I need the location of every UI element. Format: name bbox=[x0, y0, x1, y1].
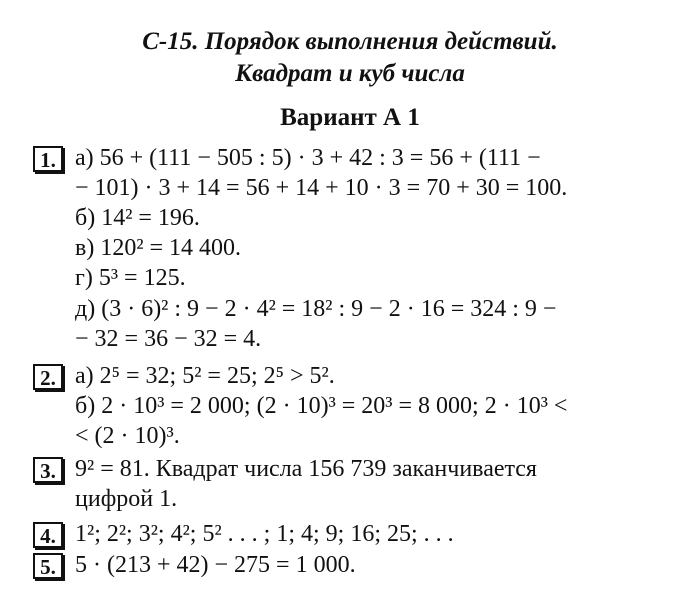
task-3-line-2: цифрой 1. bbox=[75, 486, 178, 512]
task-number-5: 5. bbox=[33, 553, 63, 579]
variant-heading: Вариант А 1 bbox=[280, 104, 420, 131]
task-3-line-1: 9² = 81. Квадрат числа 156 739 заканчивается bbox=[75, 456, 537, 482]
task-1-line-7: − 32 = 36 − 32 = 4. bbox=[75, 326, 262, 352]
task-2-line-1: а) 2⁵ = 32; 5² = 25; 2⁵ > 5². bbox=[75, 363, 335, 389]
page-title-line2: Квадрат и куб числа bbox=[235, 60, 465, 87]
task-1-line-2: − 101) · 3 + 14 = 56 + 14 + 10 · 3 = 70 + 30 = 100. bbox=[75, 175, 568, 201]
task-number-3: 3. bbox=[33, 457, 63, 483]
task-1-line-4: в) 120² = 14 400. bbox=[75, 235, 242, 261]
task-1-line-6: д) (3 · 6)² : 9 − 2 · 4² = 18² : 9 − 2 · 16 = 324 : 9 − bbox=[75, 296, 557, 322]
task-number-4: 4. bbox=[33, 522, 63, 548]
task-number-1: 1. bbox=[33, 146, 63, 172]
page-title-line1: С-15. Порядок выполнения действий. bbox=[142, 28, 558, 55]
task-1-line-1: а) 56 + (111 − 505 : 5) · 3 + 42 : 3 = 56 + (111 − bbox=[75, 145, 541, 171]
task-1-line-3: б) 14² = 196. bbox=[75, 205, 200, 231]
task-5-line-1: 5 · (213 + 42) − 275 = 1 000. bbox=[75, 552, 356, 578]
task-number-2: 2. bbox=[33, 364, 63, 390]
task-4-line-1: 1²; 2²; 3²; 4²; 5² . . . ; 1; 4; 9; 16; 25; . . . bbox=[75, 521, 454, 547]
task-2-line-2: б) 2 · 10³ = 2 000; (2 · 10)³ = 20³ = 8 000; 2 · 10³ < bbox=[75, 393, 568, 419]
task-1-line-5: г) 5³ = 125. bbox=[75, 265, 186, 291]
task-2-line-3: < (2 · 10)³. bbox=[75, 423, 180, 449]
